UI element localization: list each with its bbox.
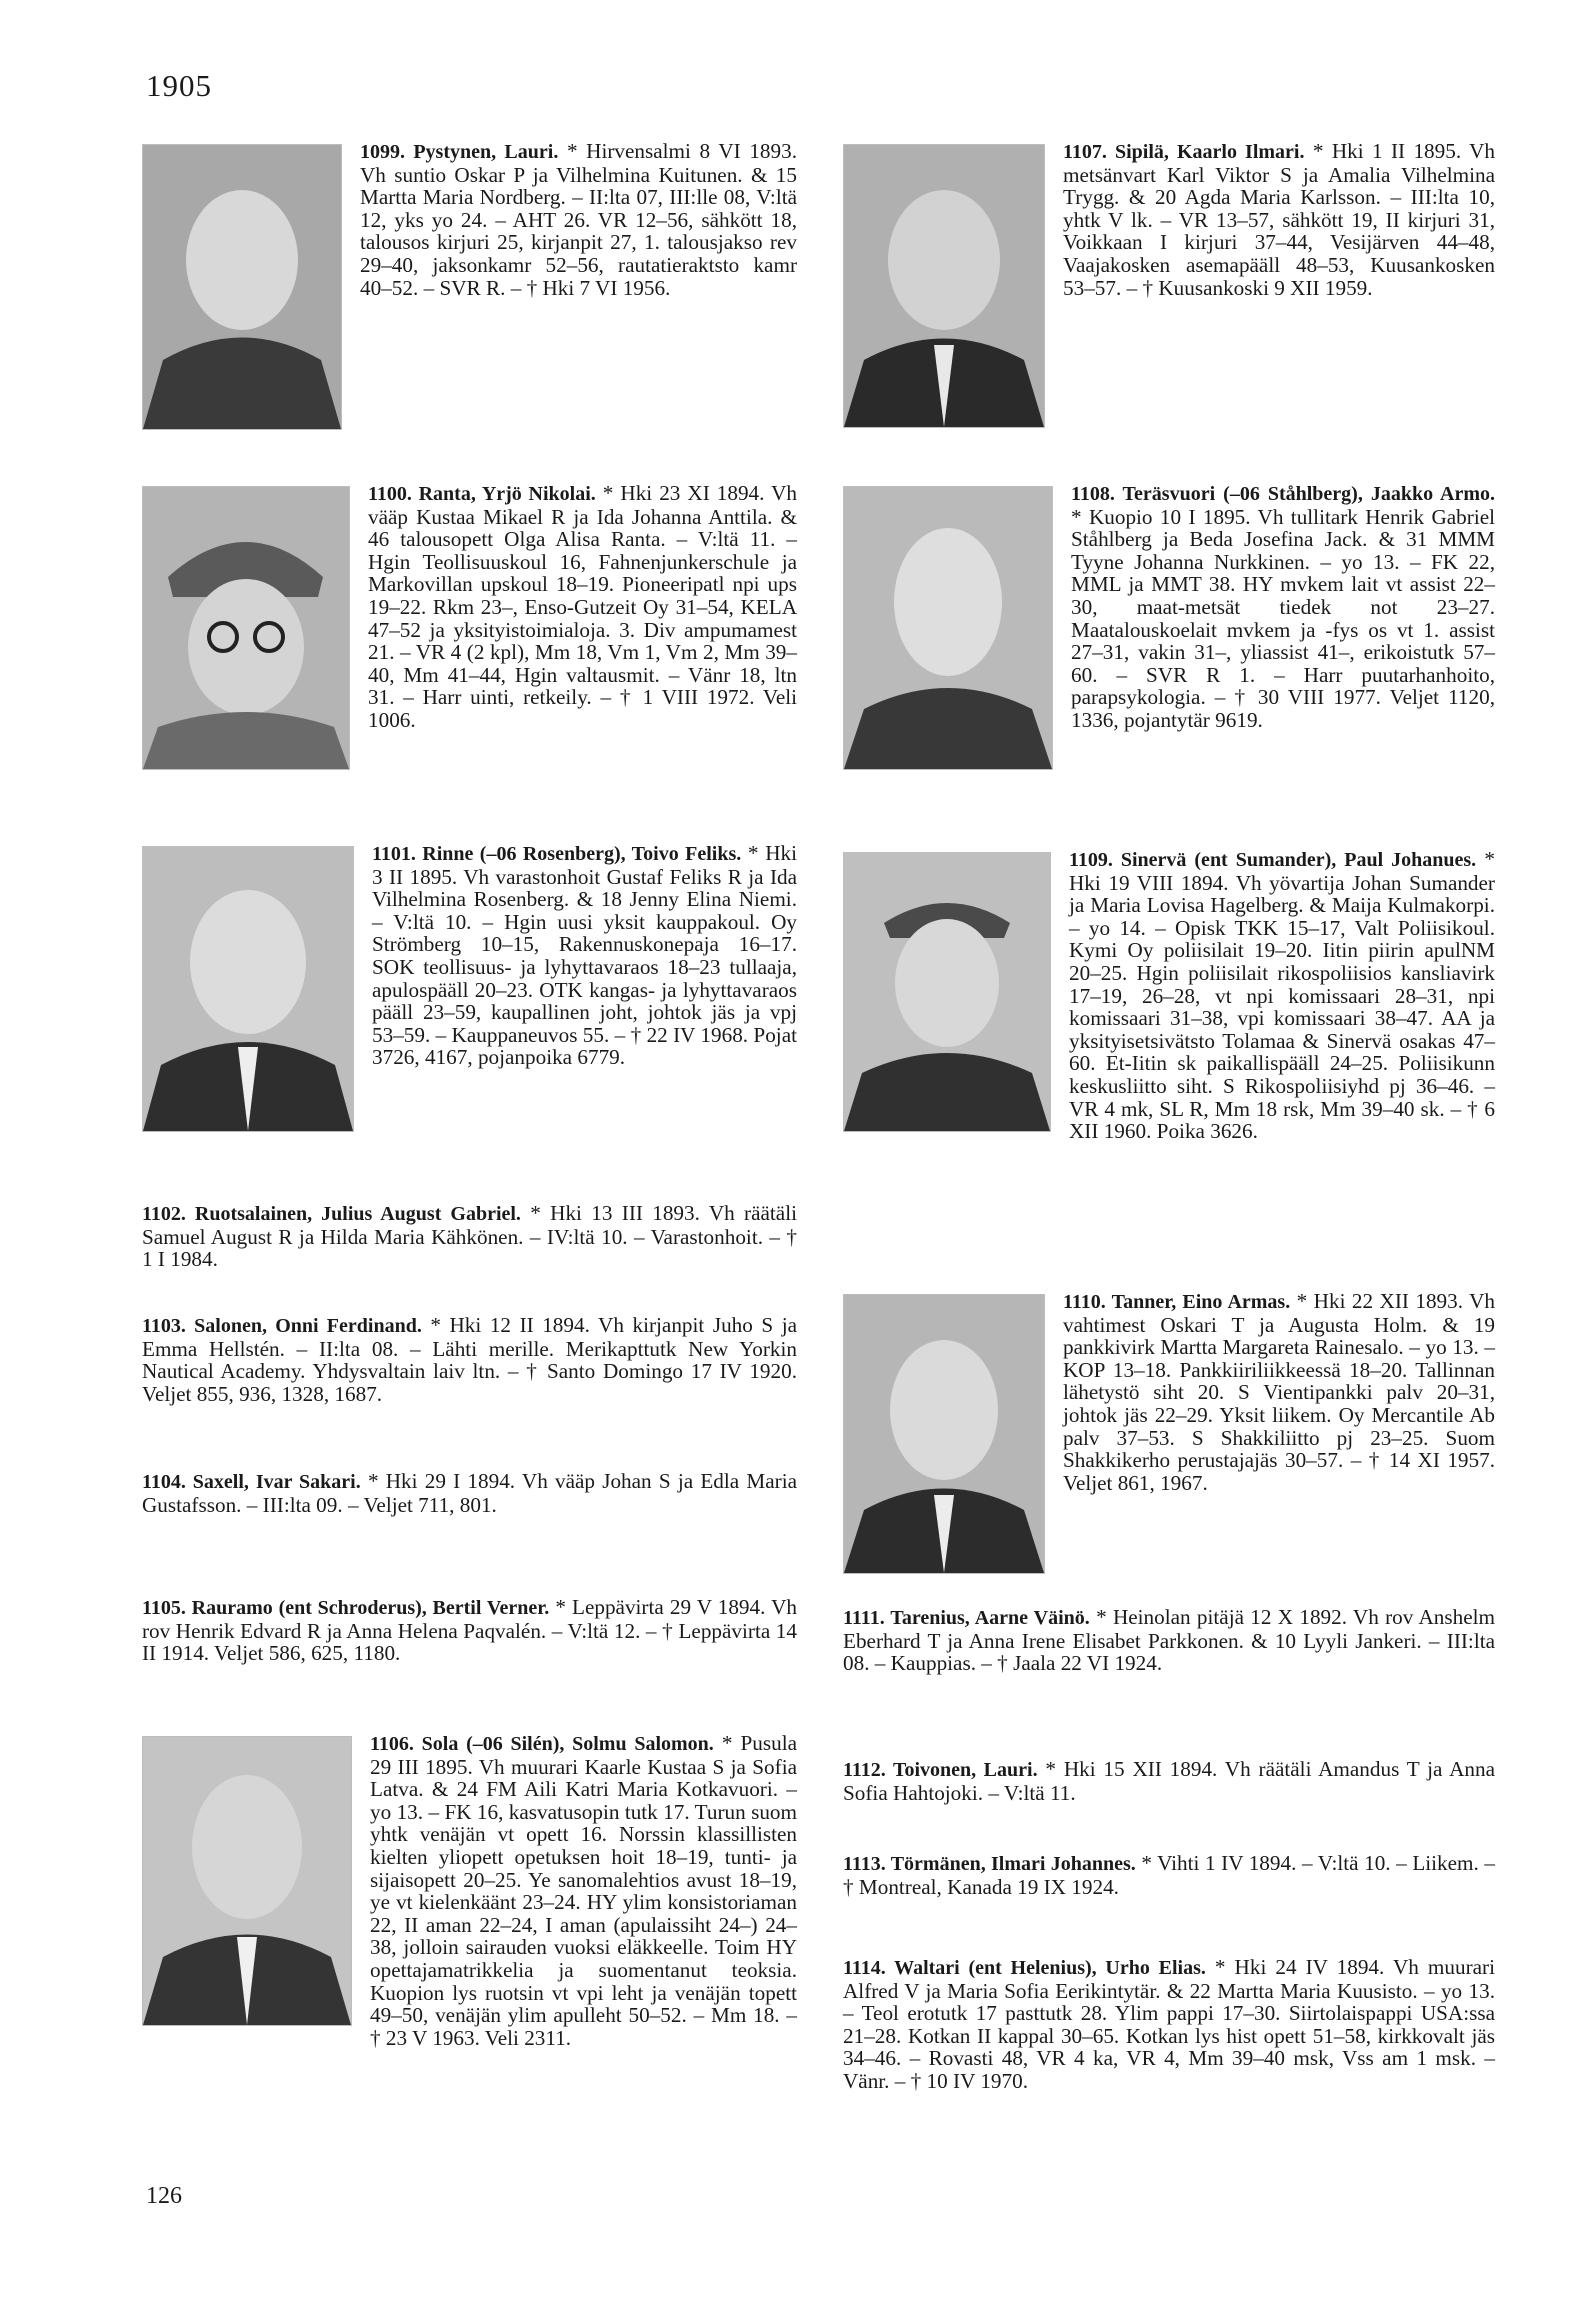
entry-1100 — [142, 482, 797, 776]
entry-text: * Heinolan pitäjä 12 X 1892. Vh rov Anshelm Eberhard T ja Anna Irene Elisabet Parkkonen. & 10 Lyyli Jankeri. – III:lta 08. – Kauppias. – † Jaala 22 VI 1924. — [843, 1605, 1495, 1676]
page-header-year: 1905 — [146, 68, 212, 103]
portrait-photo — [843, 852, 1051, 1132]
entry-heading: 1109. Sinervä (ent Sumander), Paul Johanues. — [1069, 849, 1477, 871]
entry-1101 — [142, 842, 797, 1138]
entry-1107 — [843, 140, 1495, 434]
portrait-photo — [142, 1736, 352, 2026]
entry-heading: 1114. Waltari (ent Helenius), Urho Elias. — [843, 1957, 1206, 1979]
entry-heading: 1108. Teräsvuori (–06 Ståhlberg), Jaakko Armo. — [1071, 483, 1495, 505]
entry-1105 — [142, 1596, 797, 1665]
entry-text: * Hki 22 XII 1893. Vh vahtimest Oskari T ja Augusta Holm. & 19 pankkivirk Martta Margareta Rainesalo. – yo 13. – KOP 13–18. Pankkiiriliikkeessä 18–20. Tallinnan lähetystö siht 20. S Vientipankki palv 20–31, johtok jäs 22–29. Yksit liikem. Oy Mercantile Ab palv 37–53. S Shakkiliitto pj 23–25. Suom Shakkikerho perustajajäs 30–57. – † 14 XI 1957. Veljet 861, 1967. — [1063, 1289, 1495, 1495]
entry-heading: 1110. Tanner, Eino Armas. — [1063, 1291, 1291, 1313]
entry-text: * Hki 24 IV 1894. Vh muurari Alfred V ja Maria Sofia Eerikintytär. & 22 Martta Maria Kuusisto. – yo 13. – Teol erotutk 17 pasttutk 28. Ylim pappi 17–30. Siirtolaispappi USA:ssa 21–28. Kotkan II kappal 30–65. Kotkan lys hist opett 51–58, kirkkovalt jäs 34–46. – Rovasti 48, VR 4 ka, VR 4, Mm 39–40 msk, Vss am 1 msk. – Vänr. – † 10 IV 1970. — [843, 1955, 1495, 2093]
portrait-photo — [142, 144, 342, 430]
entry-heading: 1112. Toivonen, Lauri. — [843, 1759, 1038, 1781]
entry-1108 — [843, 482, 1495, 776]
portrait-photo — [142, 846, 354, 1132]
entry-heading: 1104. Saxell, Ivar Sakari. — [142, 1471, 361, 1493]
page-number: 126 — [146, 2183, 182, 2209]
entry-text: * Hki 1 II 1895. Vh metsänvart Karl Viktor S ja Amalia Vilhelmina Trygg. & 20 Agda Maria Karlsson. – III:lta 10, yhtk V lk. – VR 13–57, sähkött 19, II kirjuri 31, Voikkaan I kirjuri 37–44, Vesijärven 44–48, Vaajakosken asemapääll 48–53, Kuusankosken 53–57. – † Kuusankoski 9 XII 1959. — [1063, 139, 1495, 300]
entry-1113 — [843, 1852, 1495, 1898]
entry-heading: 1103. Salonen, Onni Ferdinand. — [142, 1315, 422, 1337]
entry-1104 — [142, 1470, 797, 1516]
entry-text: * Hki 29 I 1894. Vh vääp Johan S ja Edla Maria Gustafsson. – III:lta 09. – Veljet 711, 801. — [142, 1469, 797, 1517]
entry-heading: 1111. Tarenius, Aarne Väinö. — [843, 1607, 1090, 1629]
entry-1112 — [843, 1758, 1495, 1804]
entry-heading: 1102. Ruotsalainen, Julius August Gabriel. — [142, 1203, 521, 1225]
entry-heading: 1105. Rauramo (ent Schroderus), Bertil Verner. — [142, 1597, 550, 1619]
entry-text: * Hki 3 II 1895. Vh varastonhoit Gustaf Feliks R ja Ida Vilhelmina Rosenberg. & 18 Jenny Elina Niemi. – V:ltä 10. – Hgin uusi yksit kauppakoul. Oy Strömberg 10–15, Rakennuskonepaja 16–17. SOK teollisuus- ja lyhyttavaraos 18–23 tullaaja, apulospääll 20–23. OTK kangas- ja lyhyttavaraos pääll 23–59, kaupallinen joht, johtok jäs ja vpj 53–59. – Kauppaneuvos 55. – † 22 IV 1968. Pojat 3726, 4167, pojanpoika 6779. — [372, 841, 797, 1070]
entry-text: * Hki 15 XII 1894. Vh räätäli Amandus T ja Anna Sofia Hahtojoki. – V:ltä 11. — [843, 1757, 1495, 1805]
entry-heading: 1099. Pystynen, Lauri. — [360, 141, 559, 163]
entry-1110 — [843, 1290, 1495, 1580]
entry-text: * Pusula 29 III 1895. Vh muurari Kaarle Kustaa S ja Sofia Latva. & 24 FM Aili Katri Maria Kotkavuori. – yo 13. – FK 16, kasvatusopin tutk 17. Turun suom yhtk venäjän vt opett 16. Norssin klassillisten kielten yliopett opetuksen hoit 18–19, tunti- ja sijaisopett 20–25. Ye sanomalehtios avust 18–19, ye vt kielenkäänt 23–24. HY ylim konsistoriaman 22, II aman 22–24, I aman (apulaissiht 24–) 24–38, jolloin sairauden vuoksi eläkkeelle. Toim HY opettajamatrikkelia ja suomentanut teoksia. Kuopion lys ruotsin vt vpi leht ja venäjän topett 49–50, venäjän ylim apulleht 50–52. – Mm 18. – † 23 V 1963. Veli 2311. — [370, 1731, 798, 2050]
entry-text: * Hki 19 VIII 1894. Vh yövartija Johan Sumander ja Maria Lovisa Hagelberg. & Maija Kulmakorpi. – yo 14. – Opisk TKK 15–17, Valt Poliisikoul. Kymi Oy poliisilait 19–20. Iitin piirin apulNM 20–25. Hgin poliisilait rikospoliisios kansliavirk 17–19, 26–28, vt npi komissaari 28–31, npi komissaari 31–38, vpi komissaari 38–47. AA ja yksityisetsivätsto Tolamaa & Sinervä osakas 47–60. Et-Iitin sk paikallispääll 24–25. Poliisikunn keskusliitto siht. S Rikospoliisiyhd pj 36–46. – VR 4 mk, SL R, Mm 18 rsk, Mm 39–40 sk. – † 6 XII 1960. Poika 3626. — [1069, 847, 1496, 1144]
entry-1099 — [142, 140, 797, 436]
entry-text: * Hki 12 II 1894. Vh kirjanpit Juho S ja Emma Hellstén. – II:lta 08. – Lähti merille. Merikapttutk New Yorkin Nautical Academy. Yhdysvaltain laiv ltn. – † Santo Domingo 17 IV 1920. Veljet 855, 936, 1328, 1687. — [142, 1313, 798, 1406]
portrait-photo — [843, 486, 1053, 770]
entry-1103 — [142, 1314, 797, 1405]
portrait-photo — [843, 144, 1045, 428]
entry-heading: 1107. Sipilä, Kaarlo Ilmari. — [1063, 141, 1305, 163]
entry-1106 — [142, 1732, 797, 2049]
entry-text: * Vihti 1 IV 1894. – V:ltä 10. – Liikem. – † Montreal, Kanada 19 IX 1924. — [843, 1851, 1495, 1899]
entry-heading: 1106. Sola (–06 Silén), Solmu Salomon. — [370, 1733, 714, 1755]
entry-text: * Hirvensalmi 8 VI 1893. Vh suntio Oskar P ja Vilhelmina Kuitunen. & 15 Martta Maria Nordberg. – II:lta 07, III:lle 08, V:ltä 12, yks yo 24. – AHT 26. VR 12–56, sähkött 18, talousos kirjuri 25, kirjanpit 27, 1. talousjakso rev 29–40, jaksonkamr 52–56, rautatieraktsto kamr 40–52. – SVR R. – † Hki 7 VI 1956. — [360, 139, 797, 300]
entry-heading: 1101. Rinne (–06 Rosenberg), Toivo Feliks. — [372, 843, 742, 865]
portrait-photo — [142, 486, 350, 770]
entry-heading: 1100. Ranta, Yrjö Nikolai. — [368, 483, 596, 505]
entry-text: * Hki 23 XI 1894. Vh vääp Kustaa Mikael R ja Ida Johanna Anttila. & 46 talousopett Olga Alisa Ranta. – V:ltä 11. – Hgin Teollisuuskoul 16, Fahnenjunkerschule ja Markovillan upskoul 18–19. Pioneeripatl npi ups 19–22. Rkm 23–, Enso-Gutzeit Oy 31–54, KELA 47–52 ja yksityistoimialoja. 3. Div ampumamest 21. – VR 4 (2 kpl), Mm 18, Vm 1, Vm 2, Mm 39–40, Mm 41–44, Hgin valtausmit. – Vänr 18, ltn 31. – Harr uinti, retkeily. – † 1 VIII 1972. Veli 1006. — [368, 481, 797, 732]
entry-1109 — [843, 848, 1495, 1143]
entry-text: * Kuopio 10 I 1895. Vh tullitark Henrik Gabriel Ståhlberg ja Beda Josefina Jack. & 31 MMM Tyyne Johanna Nurkkinen. – yo 13. – FK 22, MML ja MMT 38. HY mvkem lait vt assist 22–30, maat-metsät tiedek not 23–27. Maatalouskoelait mvkem ja -fys os vt 1. assist 27–31, vakin 31–, yliassist 41–, erikoistutk 57–60. – SVR R 1. – Harr puutarhanhoito, parapsykologia. – † 30 VIII 1977. Veljet 1120, 1336, pojantytär 9619. — [1071, 504, 1495, 732]
portrait-photo — [843, 1294, 1045, 1574]
entry-heading: 1113. Törmänen, Ilmari Johannes. — [843, 1853, 1136, 1875]
entry-text: * Hki 13 III 1893. Vh räätäli Samuel August R ja Hilda Maria Kähkönen. – IV:ltä 10. – Varastonhoit. – † 1 I 1984. — [142, 1201, 797, 1272]
entry-1114 — [843, 1956, 1495, 2093]
entry-1102 — [142, 1202, 797, 1271]
entry-1111 — [843, 1606, 1495, 1675]
entry-text: * Leppävirta 29 V 1894. Vh rov Henrik Edvard R ja Anna Helena Paqvalén. – V:ltä 12. – † Leppävirta 14 II 1914. Veljet 586, 625, 1180. — [142, 1595, 798, 1666]
